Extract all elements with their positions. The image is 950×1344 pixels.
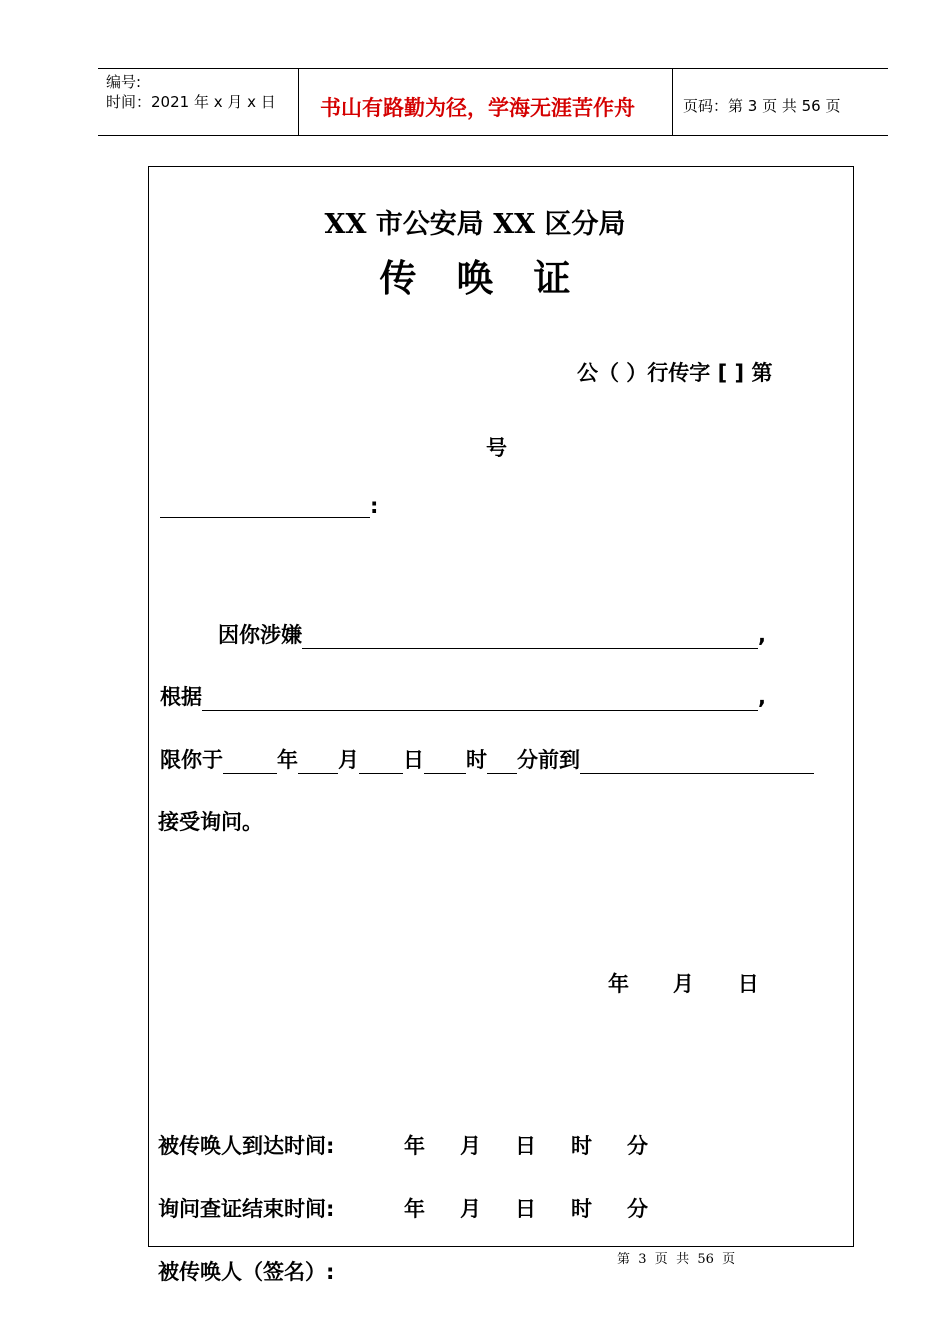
- arrival-time-label: 被传唤人到达时间:: [158, 1134, 335, 1158]
- basis-line: [160, 681, 766, 711]
- accept-inquiry: 接受询问。: [158, 810, 263, 834]
- addressee-field: [160, 494, 378, 518]
- deadline-place-blank: [580, 751, 814, 774]
- footer-page-number: 第 3 页 共 56 页: [617, 1252, 736, 1267]
- deadline-hour-blank: [424, 751, 466, 774]
- basis-label: 根据: [160, 685, 202, 709]
- deadline-hour-label: 时: [466, 748, 487, 772]
- header-top-rule: [98, 68, 888, 69]
- deadline-prefix: 限你于: [160, 748, 223, 772]
- issue-date: 年 月 日: [608, 972, 759, 996]
- basis-comma: ,: [758, 685, 766, 709]
- document-number-suffix: 号: [486, 436, 507, 460]
- suspect-comma: ,: [758, 623, 766, 647]
- addressee-colon: :: [370, 494, 379, 518]
- basis-blank: [202, 688, 758, 711]
- deadline-year-label: 年: [277, 748, 298, 772]
- arrival-year: 年: [404, 1134, 425, 1158]
- end-time-label: 询问查证结束时间:: [158, 1197, 335, 1221]
- agency-title: XX 市公安局 XX 区分局: [324, 209, 626, 240]
- header-page-info: 页码：第 3 页 共 56 页: [683, 97, 841, 115]
- document-title: 传唤证: [379, 256, 611, 300]
- end-minute: 分: [627, 1197, 648, 1221]
- arrival-day: 日: [515, 1134, 536, 1158]
- document-number: 公（ ）行传字 [ ] 第: [577, 361, 773, 385]
- suspect-line: [218, 619, 766, 649]
- deadline-day-blank: [359, 751, 403, 774]
- deadline-minute-blank: [487, 751, 517, 774]
- signature-label: 被传唤人（签名）:: [158, 1260, 335, 1284]
- deadline-line: [160, 744, 814, 774]
- arrival-minute: 分: [627, 1134, 648, 1158]
- time-label: 时间：2021 年 x 月 x 日: [106, 93, 276, 111]
- end-month: 月: [460, 1197, 481, 1221]
- header-bottom-rule: [98, 135, 888, 136]
- suspect-label: 因你涉嫌: [218, 623, 302, 647]
- addressee-blank: [160, 495, 370, 518]
- end-day: 日: [515, 1197, 536, 1221]
- header-divider-right: [672, 68, 673, 136]
- deadline-month-blank: [298, 751, 338, 774]
- header-divider-left: [298, 68, 299, 136]
- arrival-hour: 时: [571, 1134, 592, 1158]
- deadline-month-label: 月: [338, 748, 359, 772]
- deadline-day-label: 日: [403, 748, 424, 772]
- deadline-minute-label: 分前到: [517, 748, 580, 772]
- end-year: 年: [404, 1197, 425, 1221]
- end-hour: 时: [571, 1197, 592, 1221]
- suspect-blank: [302, 626, 758, 649]
- motto: 书山有路勤为径，学海无涯苦作舟: [320, 96, 635, 120]
- serial-label: 编号:: [106, 73, 142, 91]
- arrival-month: 月: [460, 1134, 481, 1158]
- deadline-year-blank: [223, 751, 277, 774]
